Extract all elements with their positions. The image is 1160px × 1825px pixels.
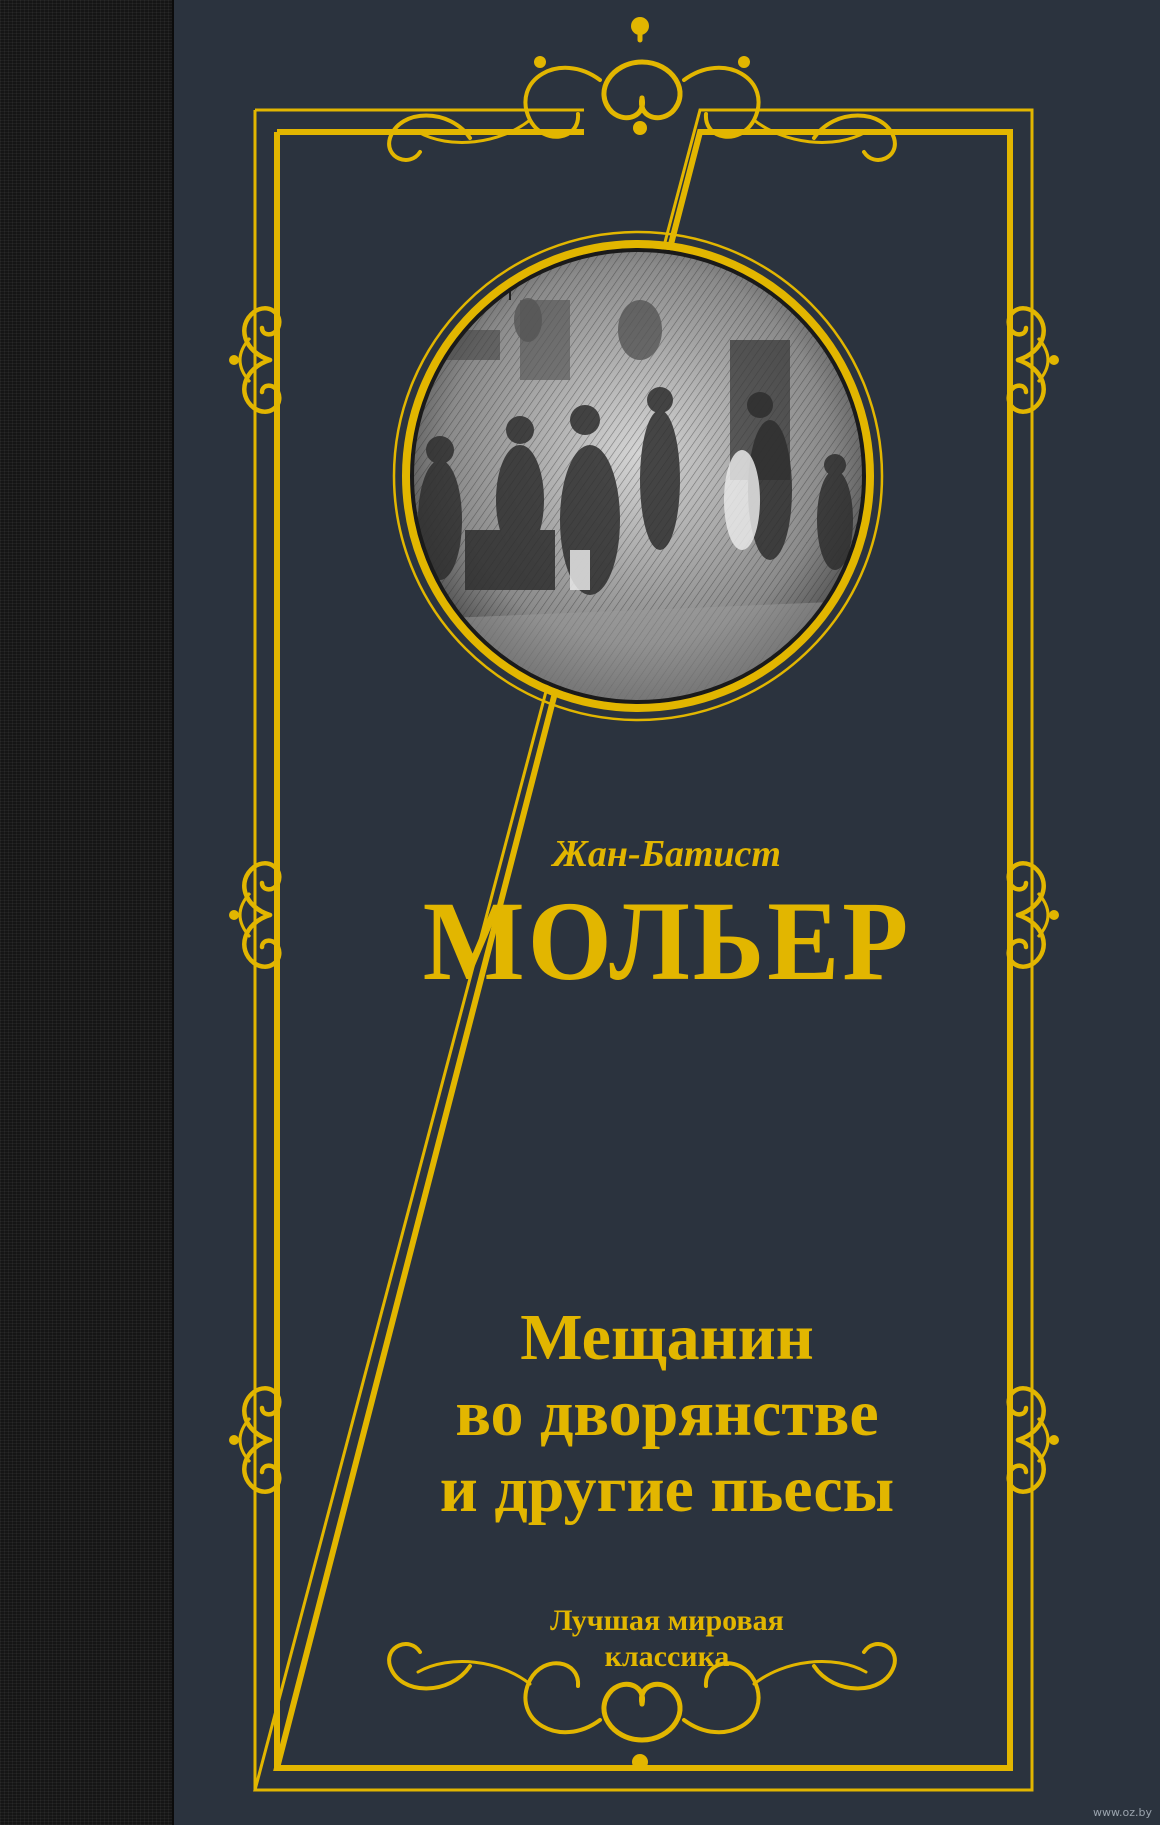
series-line: Лучшая мировая (550, 1604, 784, 1637)
title-line: во дворянстве (455, 1377, 879, 1450)
title-line: и другие пьесы (439, 1453, 895, 1526)
author-last-name: МОЛЬЕР (422, 879, 912, 1004)
book-title (174, 1300, 1160, 1528)
series-name (174, 1603, 1160, 1675)
author-first-name: Жан-Батист (553, 833, 781, 875)
engraving-medallion (394, 232, 882, 720)
watermark: www.oz.by (1093, 1806, 1152, 1819)
series-line: классика (604, 1640, 730, 1673)
title-line: Мещанин (520, 1301, 814, 1374)
